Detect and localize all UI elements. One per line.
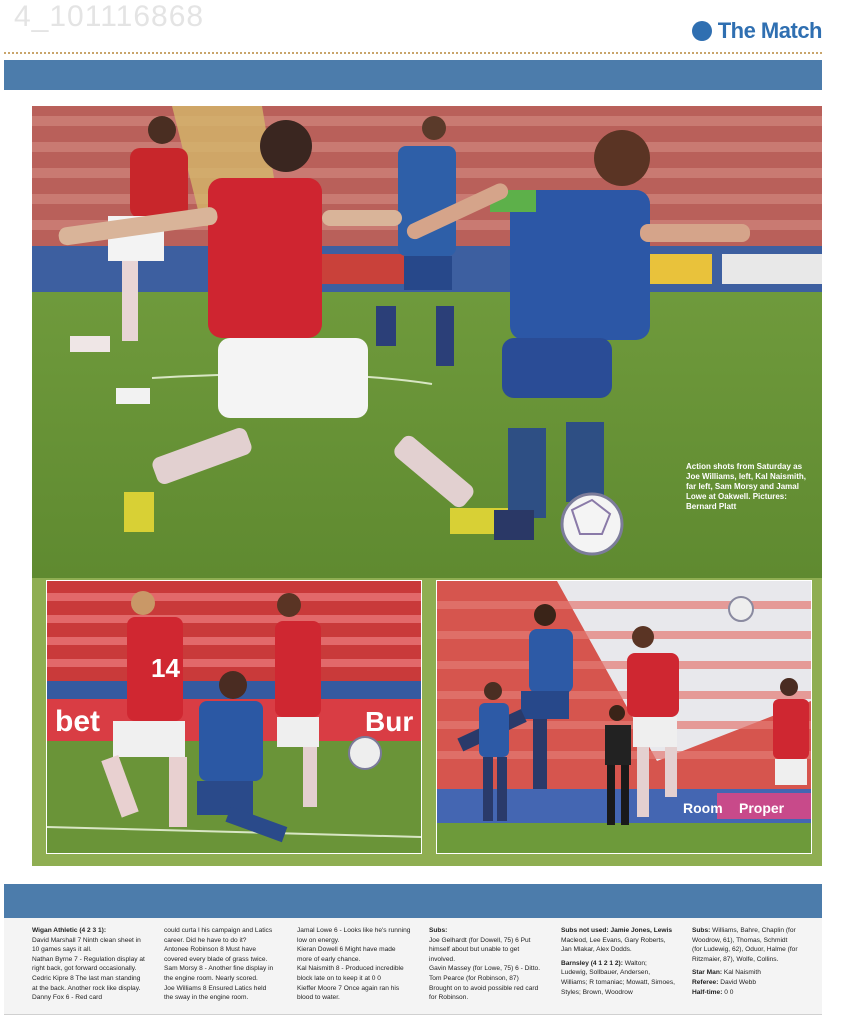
half-time-label: Half-time: [692, 988, 723, 996]
report-line: Ludewig, Sollbauer, Andersen, [561, 969, 651, 977]
report-line: Danny Fox 6 - Red card [32, 994, 102, 1002]
report-line: Gavin Massey (for Lowe, 75) 6 - Ditto. [429, 965, 541, 973]
report-line: Woodrow, 61), Thomas, Schmidt [692, 936, 788, 944]
board-text-bur: Bur [365, 706, 414, 737]
report-line: Cedric Kipre 8 The last man standing [32, 974, 141, 982]
report-line: Williams; R tomaniac; Mowatt, Simoes, [561, 978, 675, 986]
report-line: at the back. Another rock like display. [32, 984, 141, 992]
report-line: Ritzmaier, 87), Wolfe, Collins. [692, 955, 779, 963]
team-heading-wigan: Wigan Athletic (4 2 3 1): [32, 927, 107, 934]
report-line: himself about but unable to get [429, 946, 520, 954]
subs-heading-barnsley: Subs: [692, 927, 711, 934]
report-line: Antonee Robinson 8 Must have [164, 946, 257, 954]
bottom-color-band [4, 884, 822, 918]
report-line: Jamal Lowe 6 - Looks like he's running [297, 927, 411, 934]
top-color-band [4, 60, 822, 90]
report-line: Brought on to avoid possible red card [429, 984, 539, 992]
referee-value: David Webb [718, 978, 757, 986]
report-line: for Robinson. [429, 994, 469, 1002]
report-line: the engine room. Nearly scored. [164, 974, 258, 982]
report-line: Joe Gelhardt (for Dowell, 75) 6 Put [429, 936, 531, 944]
report-line: Jan Mlakar, Alex Dodds. [561, 946, 632, 954]
report-column-5 [561, 926, 685, 1014]
svg-text:14: 14 [151, 653, 180, 683]
report-line: blood to water. [297, 994, 340, 1002]
subs-not-used-heading: Subs not used: Jamie Jones, Lewis [561, 927, 673, 934]
report-column-6 [692, 926, 816, 1014]
board-text-bet: bet [55, 705, 100, 738]
report-line: block late on to keep it at 0 0 [297, 974, 381, 982]
report-line: right back, got forward occasionally. [32, 965, 137, 973]
team-heading-barnsley: Barnsley (4 1 2 1 2): [561, 959, 623, 967]
section-header [692, 18, 822, 44]
report-line: Sam Morsy 8 - Another fine display in [164, 965, 274, 973]
report-column-2 [164, 926, 288, 1014]
star-man-value: Kal Naismith [722, 969, 761, 977]
report-line: Kal Naismith 8 - Produced incredible [297, 965, 404, 973]
board-text-room: Room [683, 800, 723, 816]
player-ratings-report [4, 918, 822, 1015]
report-line: Tom Pearce (for Robinson, 87) [429, 974, 519, 982]
report-line: career. Did he have to do it? [164, 936, 247, 944]
report-line: could curta l his campaign and Latics [164, 927, 273, 934]
report-line: Styles; Brown, Woodrow [561, 988, 633, 996]
secondary-photo-right [436, 580, 812, 854]
report-line: 10 games says it all. [32, 946, 92, 954]
half-time-value: 0 0 [722, 988, 734, 996]
report-line: Macleod, Lee Evans, Gary Roberts, [561, 936, 666, 944]
header-rule [4, 52, 822, 54]
secondary-photo-left [46, 580, 422, 854]
main-action-photo [32, 106, 822, 578]
report-column-4 [429, 926, 553, 1014]
section-title: The Match [717, 18, 822, 43]
report-line: Kieran Dowell 6 Might have made [297, 946, 396, 954]
report-column-3 [297, 926, 421, 1014]
section-dot-icon [692, 21, 712, 41]
report-line: Williams, Bahre, Chaplin (for [710, 927, 796, 934]
report-line: more of early chance. [297, 955, 361, 963]
subs-heading: Subs: [429, 927, 448, 934]
report-column-1 [32, 926, 156, 1014]
board-text-proper: Proper [739, 800, 785, 816]
report-line: (for Ludewig, 62), Oduor, Halme (for [692, 946, 798, 954]
referee-label: Referee: [692, 978, 719, 986]
photo-spread [32, 106, 822, 866]
report-line: Walton; [622, 959, 647, 967]
star-man-label: Star Man: [692, 969, 723, 977]
report-line: Nathan Byrne 7 - Regulation display at [32, 955, 145, 963]
report-line: involved. [429, 955, 456, 963]
report-line: covered every blade of grass twice. [164, 955, 268, 963]
report-line: Joe Williams 8 Ensured Latics held [164, 984, 267, 992]
main-photo-caption: Action shots from Saturday as Joe Williams, left, Kal Naismith, far left, Sam Morsy and Jamal Lowe at Oakwell. Pictures: Bernard Platt [686, 462, 806, 511]
page-id-watermark: 4_101116868 [14, 0, 205, 33]
report-line: low on energy. [297, 936, 340, 944]
report-line: the sway in the engine room. [164, 994, 249, 1002]
report-line: David Marshall 7 Ninth clean sheet in [32, 936, 141, 944]
report-line: Kieffer Moore 7 Once again ran his [297, 984, 400, 992]
